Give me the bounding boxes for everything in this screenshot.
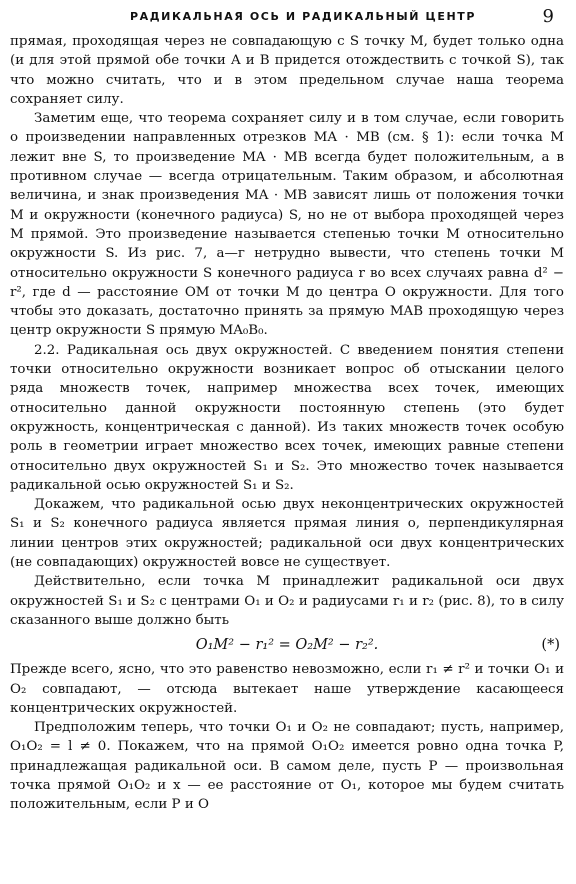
paragraph-section-2-2: 2.2. Радикальная ось двух окружностей. С введением понятия степени точки относительно окружности возникает вопрос об отыскании целого ряда множеств точек, например множества всех точек, имеющих относительно данной окружности постоянную степень (это будет окружность, концентрическая с данной). Из таких множеств точек особую роль в геометрии играет множество всех точек, имеющих равные степени относительно двух окружностей S₁ и S₂. Это множество точек называется радикальной осью окружностей S₁ и S₂. [10,342,564,493]
paragraph-2: Заметим еще, что теорема сохраняет силу и в том случае, если говорить о произведении направленных отрезков MA · MB (см. § 1): если точка M лежит вне S, то произведение MA · MB всегда будет положительным, а в противном случае — всегда отрицательным. Таким образом, и абсолютная величина, и знак произведения MA · MB зависят лишь от положения точки M и окружности (конечного радиуса) S, но не от выбора проходящей через M прямой. Это произведение называется степенью точки M относительно окружности S. Из рис. 7, а—г нетрудно вывести, что степень точки M относительно окружности S конечного радиуса r во всех случаях равна d² − r², где d — расстояние OM от точки M до центра O окружности. Для того чтобы это доказать, достаточно принять за прямую MAB проходящую через центр окружности S прямую MA₀B₀. [10,111,564,339]
formula-text: O₁M² − r₁² = O₂M² − r₂². [195,637,379,654]
body-text [10,32,564,815]
paragraph-1: прямая, проходящая через не совпадающую с S точку M, будет только одна (и для этой прямой обе точки A и B придется отождествить с точкой S), так что можно считать, что и в этом предельном случае наша теорема сохраняет силу. [10,34,564,107]
formula-star [10,630,564,660]
page-number: 9 [542,6,554,27]
paragraph-proof: Действительно, если точка M принадлежит радикальной оси двух окружностей S₁ и S₂ с центрами O₁ и O₂ и радиусами r₁ и r₂ (рис. 8), то в силу сказанного выше должно быть [10,574,564,628]
running-title: РАДИКАЛЬНАЯ ОСЬ И РАДИКАЛЬНЫЙ ЦЕНТР [130,10,477,23]
formula-number: (*) [541,637,560,654]
paragraph-theorem: Докажем, что радикальной осью двух неконцентрических окружностей S₁ и S₂ конечного радиуса является прямая линия o, перпендикулярная линии центров этих окружностей; радикальной оси двух концентрических (не совпадающих) окружностей вовсе не существует. [10,497,564,571]
page-header [10,6,564,32]
paragraph-concentric: Прежде всего, ясно, что это равенство невозможно, если r₁ ≠ r² и точки O₁ и O₂ совпадают, — отсюда вытекает наше утверждение касающееся концентрических окружностей. [10,662,564,716]
paragraph-assume: Предположим теперь, что точки O₁ и O₂ не совпадают; пусть, например, O₁O₂ = l ≠ 0. Покажем, что на прямой O₁O₂ имеется ровно одна точка P, принадлежащая радикальной оси. В самом деле, пусть P — произвольная точка прямой O₁O₂ и x — ее расстояние от O₁, которое мы будем считать положительным, если P и O [10,720,564,813]
